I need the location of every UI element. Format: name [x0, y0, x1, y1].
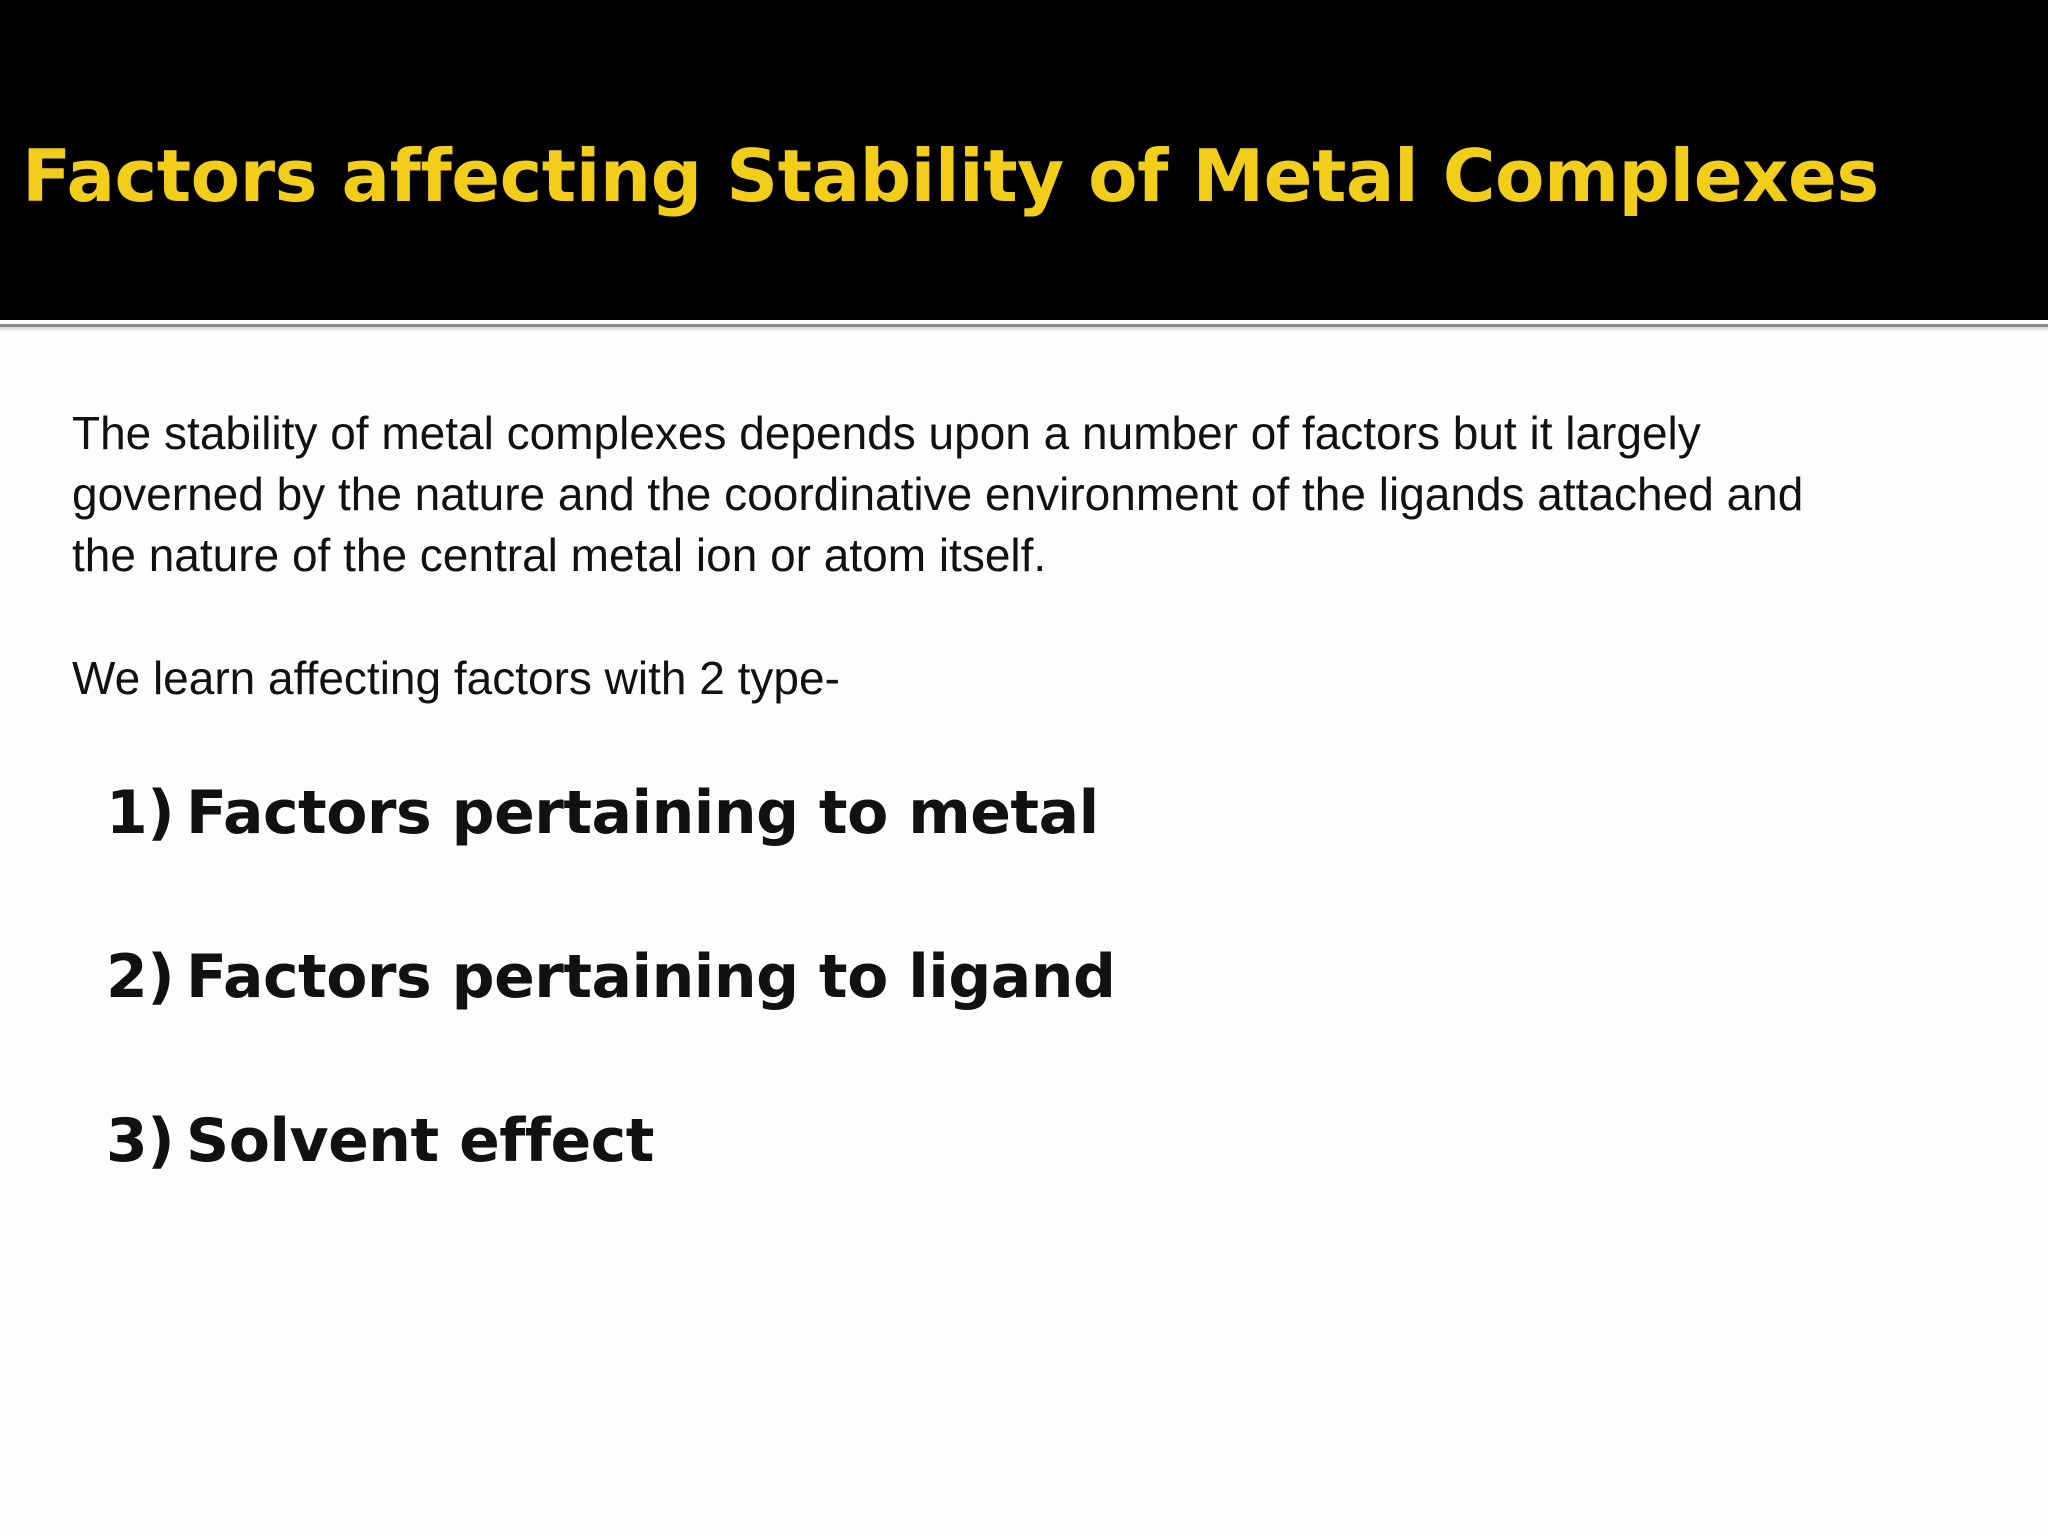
slide-body [72, 403, 1952, 1176]
factor-label: Factors pertaining to ligand [186, 942, 1116, 1012]
title-divider [0, 320, 2048, 332]
factor-label: Factors pertaining to metal [186, 778, 1099, 848]
factor-label: Solvent effect [186, 1106, 654, 1176]
factor-number: 1) [106, 778, 175, 848]
factor-item-metal [106, 773, 1115, 937]
intro-paragraph: The stability of metal complexes depends upon a number of factors but it largely governed by the nature and the coordinative environment of the ligands attached and the nature of the central metal ion or atom itself. [72, 407, 1804, 581]
factor-number: 2) [106, 942, 175, 1012]
factor-list [106, 773, 1115, 1265]
lead-sentence: We learn affecting factors with 2 type- [72, 652, 840, 704]
slide-title: Factors affecting Stability of Metal Complexes [22, 134, 1879, 218]
factor-item-ligand [106, 937, 1115, 1101]
title-bar [0, 0, 2048, 320]
factor-item-solvent [106, 1101, 1115, 1265]
factor-number: 3) [106, 1106, 175, 1176]
